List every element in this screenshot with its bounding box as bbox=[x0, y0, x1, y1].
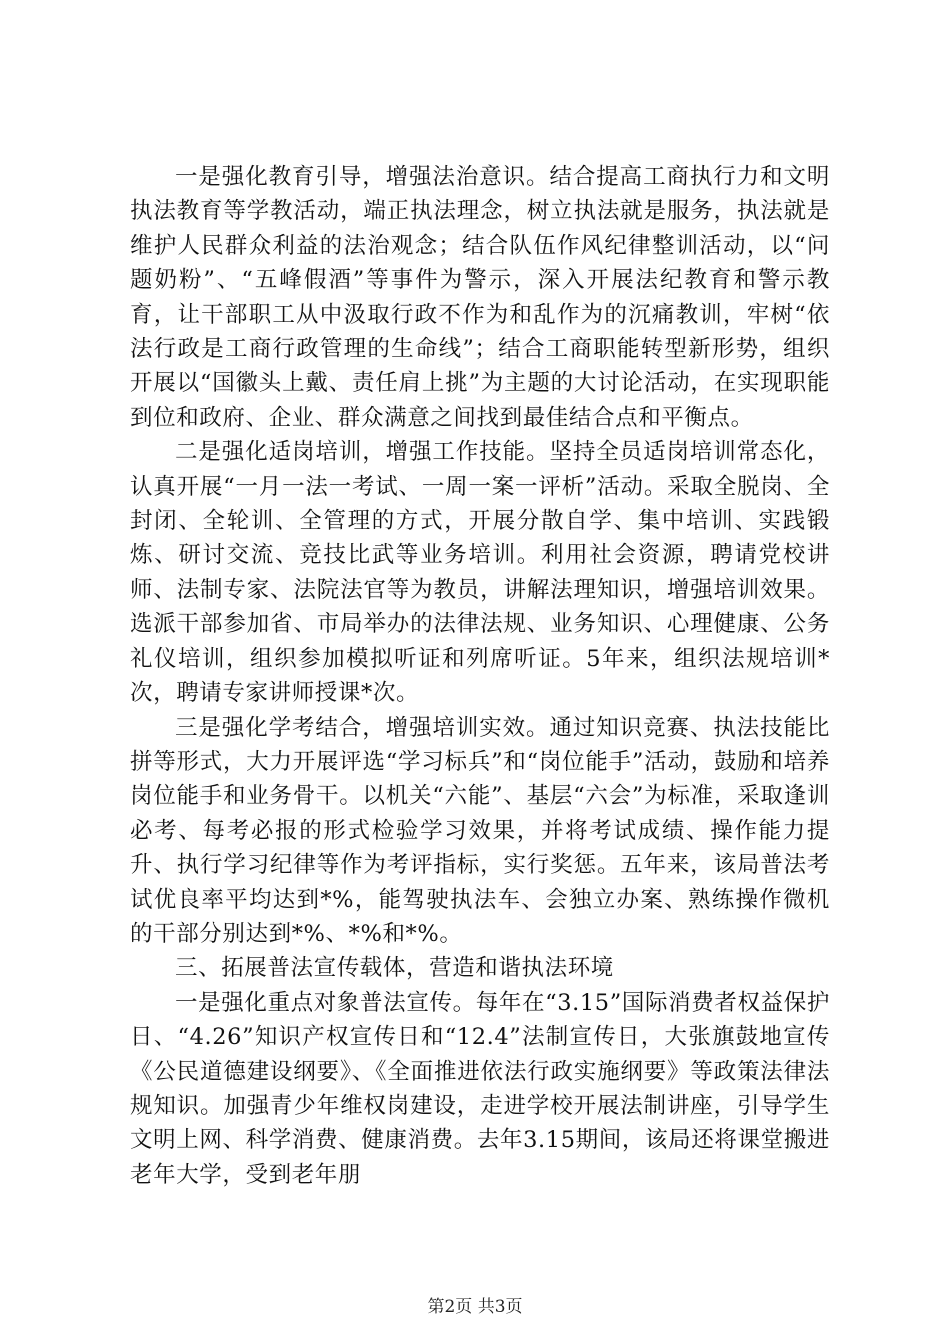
paragraph-job-training: 二是强化适岗培训，增强工作技能。坚持全员适岗培训常态化，认真开展“一月一法一考试、一周一案一评析”活动。采取全脱岗、全封闭、全轮训、全管理的方式，开展分散自学、集中培训、实践锻炼、研讨交流、竞技比武等业务培训。利用社会资源，聘请党校讲师、法制专家、法院法官等为教员，讲解法理知识，增强培训效果。选派干部参加省、市局举办的法律法规、业务知识、心理健康、公务礼仪培训，组织参加模拟听证和列席听证。5年来，组织法规培训*次，聘请专家讲师授课*次。 bbox=[130, 439, 830, 707]
page-number-footer: 第2页 共3页 bbox=[427, 1297, 523, 1317]
paragraph-education-guidance: 一是强化教育引导，增强法治意识。结合提高工商执行力和文明执法教育等学教活动，端正执法理念，树立执法就是服务，执法就是维护人民群众利益的法治观念；结合队伍作风纪律整训活动，以“问题奶粉”、“五峰假酒”等事件为警示，深入开展法纪教育和警示教育，让干部职工从中汲取行政不作为和乱作为的沉痛教训，牢树“依法行政是工商行政管理的生命线”；结合工商职能转型新形势，组织开展以“国徽头上戴、责任肩上挑”为主题的大讨论活动，在实现职能到位和政府、企业、群众满意之间找到最佳结合点和平衡点。 bbox=[130, 164, 830, 431]
section-heading-legal-publicity: 三、拓展普法宣传载体，营造和谐执法环境 bbox=[175, 955, 614, 982]
paragraph-study-exam: 三是强化学考结合，增强培训实效。通过知识竞赛、执法技能比拼等形式，大力开展评选“学习标兵”和“岗位能手”活动，鼓励和培养岗位能手和业务骨干。以机关“六能”、基层“六会”为标准，采取逢训必考、每考必报的形式检验学习效果，并将考试成绩、操作能力提升、执行学习纪律等作为考评指标，实行奖惩。五年来，该局普法考试优良率平均达到*%，能驾驶执法车、会独立办案、熟练操作微机的干部分别达到*%、*%和*%。 bbox=[130, 714, 830, 947]
paragraph-key-target-publicity: 一是强化重点对象普法宣传。每年在“3.15”国际消费者权益保护日、“4.26”知识产权宣传日和“12.4”法制宣传日，大张旗鼓地宣传《公民道德建设纲要》、《全面推进依法行政实施纲要》等政策法律法规知识。加强青少年维权岗建设，走进学校开展法制讲座，引导学生文明上网、科学消费、健康消费。去年3.15期间，该局还将课堂搬进老年大学，受到老年朋 bbox=[130, 989, 830, 1188]
document-body bbox=[130, 160, 830, 1192]
